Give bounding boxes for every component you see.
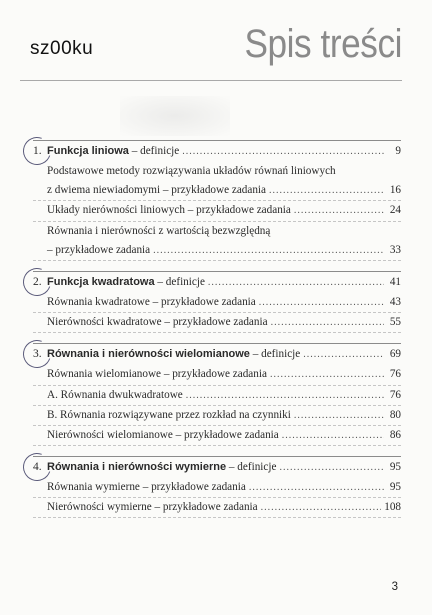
dot-leader — [182, 141, 384, 162]
toc-entry[interactable] — [33, 498, 401, 518]
toc-entry[interactable] — [33, 406, 401, 426]
entry-text: A. Równania dwukwadratowe — [47, 388, 183, 401]
chapter-number: 4. — [33, 461, 42, 474]
page-ref: 43 — [389, 295, 401, 308]
chapter-suffix: – definicje — [249, 348, 301, 361]
chapter-title: Równania i nierówności wielomianowe — [47, 348, 250, 361]
dot-leader — [271, 313, 384, 332]
entry-text: Nierówności wielomianowe – przykładowe zadania — [47, 428, 279, 441]
dot-leader — [186, 386, 384, 405]
page-ref: 80 — [389, 408, 401, 421]
dot-leader — [294, 406, 384, 425]
dot-leader — [259, 293, 384, 312]
entry-text: Równania wymierne – przykładowe zadania — [47, 481, 246, 494]
table-of-contents — [33, 140, 401, 528]
toc-entry[interactable] — [33, 426, 401, 446]
chapter-number: 2. — [33, 275, 42, 288]
dot-leader — [208, 272, 384, 293]
entry-text: B. Równania rozwiązywane przez rozkład na czynniki — [47, 408, 291, 421]
chapter-number: 3. — [33, 348, 42, 361]
toc-entry[interactable] — [33, 313, 401, 333]
dot-leader — [303, 344, 384, 365]
toc-entry[interactable] — [33, 222, 401, 241]
chapter-2 — [33, 271, 401, 333]
dot-leader — [294, 201, 384, 220]
entry-text: Podstawowe metody rozwiązywania układów równań liniowych — [47, 165, 336, 177]
page-ref: 95 — [389, 461, 401, 474]
toc-entry[interactable] — [33, 201, 401, 221]
chapter-suffix: – definicje — [154, 275, 205, 288]
page-ref: 95 — [389, 481, 401, 494]
chapter-title: Funkcja kwadratowa — [47, 275, 155, 288]
dot-leader — [282, 426, 384, 445]
dot-leader — [249, 478, 384, 497]
toc-entry[interactable] — [33, 478, 401, 498]
chapter-heading[interactable] — [33, 271, 401, 293]
entry-text: z dwiema niewiadomymi – przykładowe zadania — [47, 184, 267, 197]
dot-leader — [261, 498, 382, 517]
entry-text: Równania wielomianowe – przykładowe zadania — [47, 368, 267, 381]
chapter-suffix: – definicje — [128, 145, 180, 157]
scan-smudge — [120, 96, 230, 136]
chapter-suffix: – definicje — [226, 461, 277, 474]
chapter-4 — [33, 456, 401, 518]
entry-text: Układy nierówności liniowych – przykładowe zadania — [47, 204, 291, 217]
chapter-heading[interactable] — [33, 456, 401, 478]
page-ref: 41 — [389, 275, 401, 288]
page-ref: 24 — [389, 204, 401, 217]
page-ref: 76 — [389, 388, 401, 401]
watermark-text: sz00ku — [30, 38, 94, 59]
chapter-number: 1. — [33, 145, 42, 157]
chapter-1 — [33, 140, 401, 261]
page-ref: 33 — [389, 243, 401, 256]
chapter-title: Funkcja liniowa — [47, 145, 129, 157]
entry-text: Nierówności wymierne – przykładowe zadania — [47, 501, 258, 514]
page-ref: 16 — [389, 184, 401, 197]
toc-entry[interactable] — [33, 365, 401, 385]
page-ref: 69 — [389, 348, 401, 361]
chapter-3 — [33, 343, 401, 446]
dot-leader — [269, 181, 384, 200]
header-rule — [20, 80, 402, 81]
entry-text: Równania i nierówności z wartością bezwzględną — [47, 224, 271, 237]
chapter-heading[interactable] — [33, 343, 401, 365]
page-ref: 9 — [395, 145, 401, 157]
dot-leader — [153, 241, 384, 260]
page-ref: 76 — [389, 368, 401, 381]
entry-text: Równania kwadratowe – przykładowe zadania — [47, 295, 256, 308]
entry-text: Nierówności kwadratowe – przykładowe zadania — [47, 316, 268, 329]
page-number: 3 — [391, 581, 398, 593]
chapter-heading[interactable] — [33, 140, 401, 162]
page-ref: 108 — [384, 501, 401, 514]
dot-leader — [270, 365, 384, 384]
page-ref: 55 — [389, 316, 401, 329]
toc-entry[interactable] — [33, 293, 401, 313]
page-ref: 86 — [389, 428, 401, 441]
toc-entry[interactable] — [33, 181, 401, 201]
page-title: Spis treści — [244, 22, 402, 66]
entry-text: – przykładowe zadania — [47, 243, 151, 256]
toc-entry[interactable] — [33, 386, 401, 406]
toc-entry[interactable] — [33, 162, 401, 181]
dot-leader — [279, 457, 384, 478]
toc-entry[interactable] — [33, 241, 401, 261]
chapter-title: Równania i nierówności wymierne — [47, 461, 227, 474]
